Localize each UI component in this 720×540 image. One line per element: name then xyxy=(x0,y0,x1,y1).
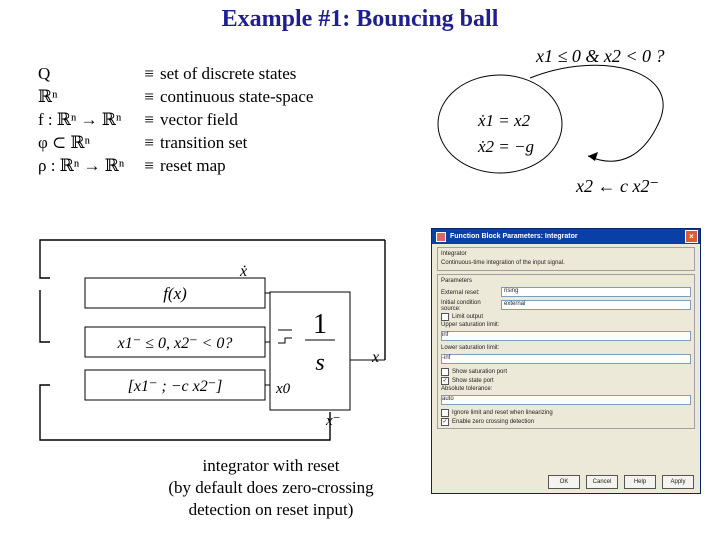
reset-label: [x1⁻ ; −c x2⁻] xyxy=(127,378,223,395)
definition-symbol: φ ⊂ ℝⁿ xyxy=(38,133,91,152)
equiv-symbol: ≡ xyxy=(144,64,154,83)
dialog-buttons xyxy=(548,475,694,489)
definition-desc: set of discrete states xyxy=(160,64,297,83)
block-diagram xyxy=(30,230,410,450)
lower-limit-label: Lower saturation limit: xyxy=(441,345,500,351)
integrator-num: 1 xyxy=(313,309,327,340)
label-x0: x0 xyxy=(276,381,291,397)
upper-limit-label: Upper saturation limit: xyxy=(441,322,500,328)
page-title: Example #1: Bouncing ball xyxy=(221,6,499,32)
abstol-label: Absolute tolerance: xyxy=(441,386,493,392)
help-button[interactable]: Help xyxy=(624,475,656,489)
self-loop-arrow xyxy=(530,65,663,161)
state-diagram xyxy=(430,60,720,230)
integrator-parameters-dialog xyxy=(431,228,701,494)
state-eq1: ẋ1 = x2 xyxy=(478,111,531,130)
limit-output-checkbox[interactable]: Limit output xyxy=(441,312,691,321)
show-state-checkbox[interactable]: ✓ Show state port xyxy=(442,377,494,384)
definition-desc: continuous state-space xyxy=(160,87,314,106)
label-xdot: ẋ xyxy=(240,263,248,280)
definition-desc: transition set xyxy=(160,133,248,152)
show-saturation-checkbox[interactable]: Show saturation port xyxy=(441,367,691,376)
apply-button[interactable]: Apply xyxy=(662,475,694,489)
ext-reset-label: External reset: xyxy=(441,289,480,296)
label-xminus: x⁻ xyxy=(326,413,341,429)
integrator-caption xyxy=(146,455,396,521)
equiv-symbol: ≡ xyxy=(144,110,154,129)
state-eq2: ẋ2 = −g xyxy=(478,137,534,156)
definition-row xyxy=(38,108,313,131)
description-group xyxy=(437,247,695,271)
ic-source-label: Initial condition source: xyxy=(441,299,481,312)
fx-label: f(x) xyxy=(163,284,187,303)
ic-source-select[interactable]: external xyxy=(501,300,691,310)
parameters-group xyxy=(437,274,695,429)
cancel-button[interactable]: Cancel xyxy=(586,475,618,489)
upper-limit-input[interactable]: inf xyxy=(441,331,691,341)
definitions-list xyxy=(38,62,313,177)
definition-symbol: ℝⁿ xyxy=(38,87,58,106)
simulink-icon xyxy=(436,232,446,242)
guard-label: x1⁻ ≤ 0, x2⁻ < 0? xyxy=(117,335,233,352)
equiv-symbol: ≡ xyxy=(144,156,154,175)
abstol-input[interactable]: auto xyxy=(441,395,691,405)
ok-button[interactable]: OK xyxy=(548,475,580,489)
section-description: Continuous-time integration of the input signal. xyxy=(441,260,565,266)
definition-symbol: Q xyxy=(38,64,51,83)
caption-line-2: (by default does zero-crossing xyxy=(168,478,374,497)
equiv-symbol: ≡ xyxy=(144,87,154,106)
definition-row xyxy=(38,85,313,108)
caption-line-3: detection on reset input) xyxy=(188,500,354,519)
close-icon[interactable]: × xyxy=(685,230,698,243)
section-integrator: Integrator xyxy=(441,251,467,257)
definition-row xyxy=(38,154,313,177)
definition-desc: vector field xyxy=(160,110,238,129)
lower-limit-input[interactable]: -inf xyxy=(441,354,691,364)
definition-symbol: ρ : ℝⁿ → ℝⁿ xyxy=(38,156,125,175)
reset-expression: x2 ← c x2⁻ xyxy=(576,176,659,196)
definition-row xyxy=(38,131,313,154)
arrow-head xyxy=(588,152,598,161)
dialog-title: Function Block Parameters: Integrator xyxy=(450,233,578,240)
section-parameters: Parameters xyxy=(441,278,473,284)
zero-crossing-checkbox[interactable]: ✓ Enable zero crossing detection xyxy=(442,418,535,425)
integrator-den: s xyxy=(315,350,325,376)
definition-desc: reset map xyxy=(160,156,226,175)
transition-condition: x1 ≤ 0 & x2 < 0 ? xyxy=(536,46,665,66)
caption-line-1: integrator with reset xyxy=(202,456,340,475)
label-x: x xyxy=(372,349,380,366)
ignore-limit-checkbox[interactable]: Ignore limit and reset when linearizing xyxy=(441,408,691,417)
ext-reset-select[interactable]: rising xyxy=(501,287,691,297)
definition-row xyxy=(38,62,313,85)
dialog-titlebar xyxy=(432,229,700,244)
equiv-symbol: ≡ xyxy=(144,133,154,152)
definition-symbol: f : ℝⁿ → ℝⁿ xyxy=(38,110,122,129)
